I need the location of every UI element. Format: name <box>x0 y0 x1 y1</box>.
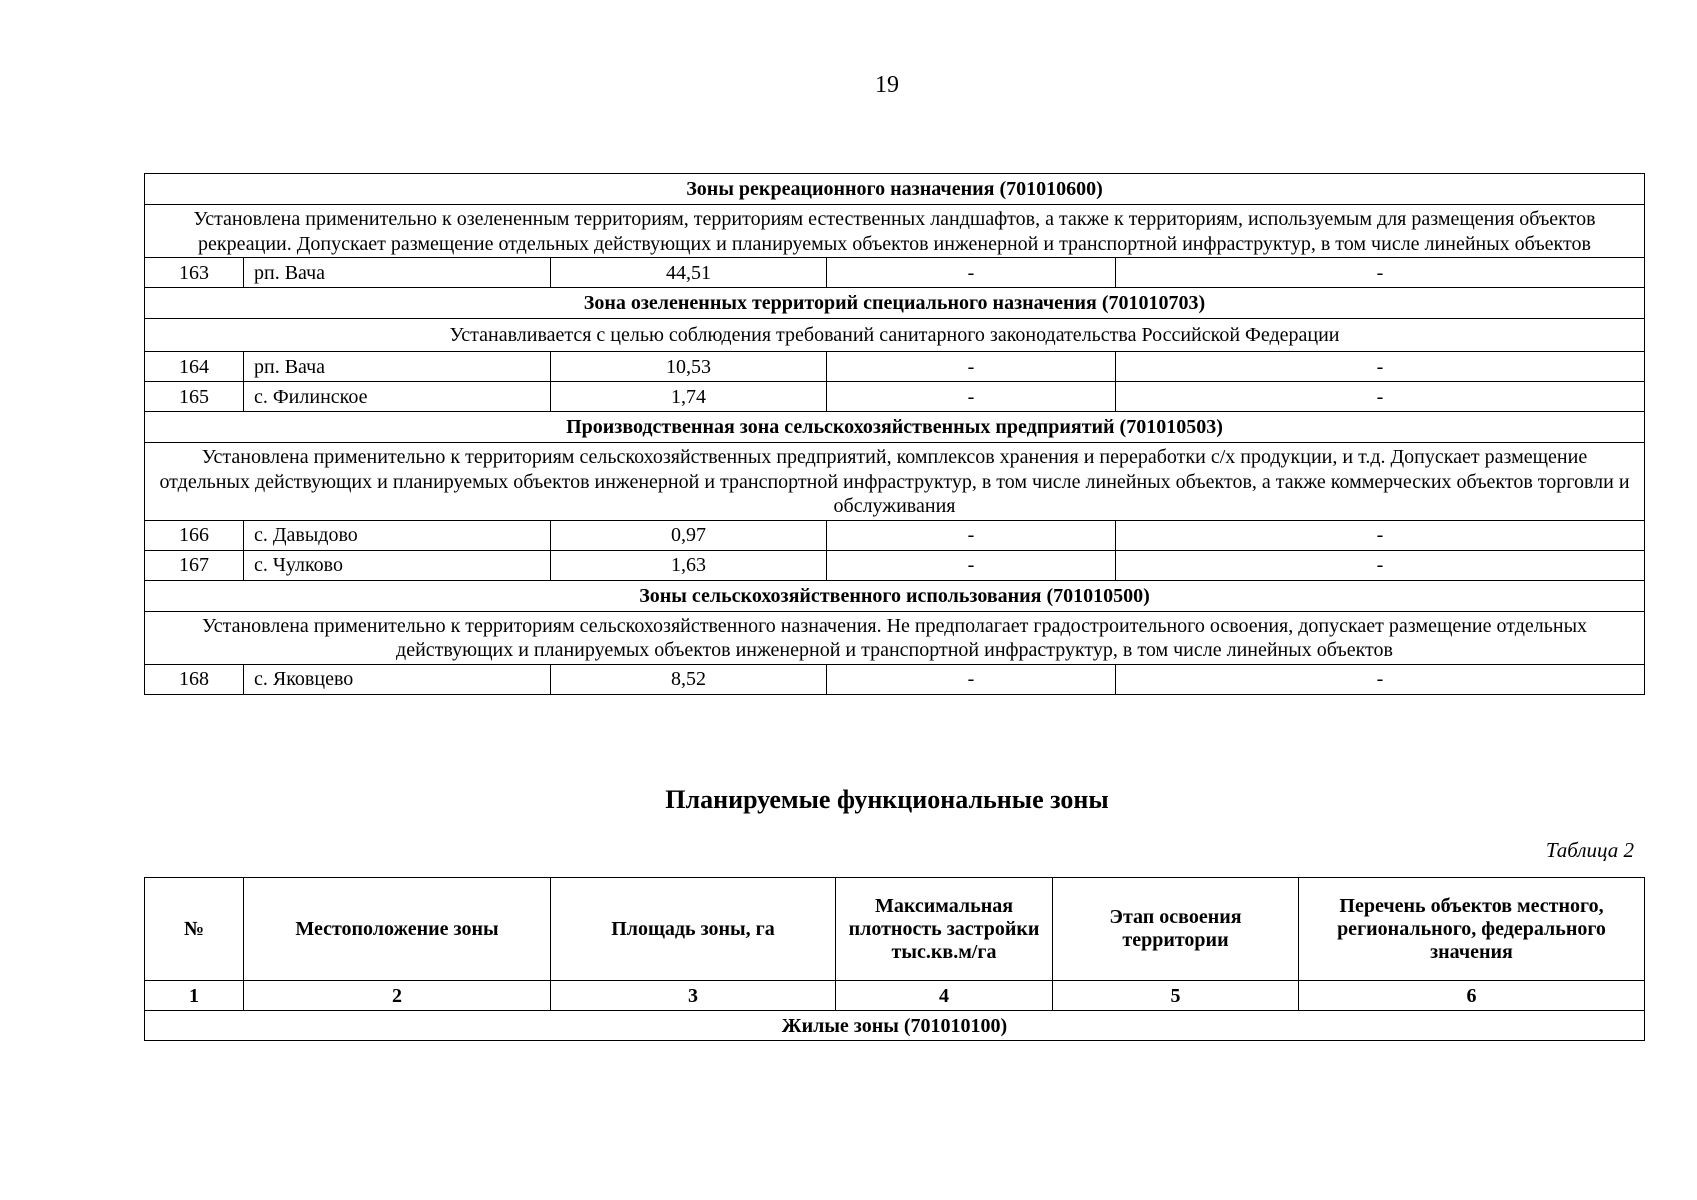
table-row <box>145 550 1645 580</box>
zone-title-row <box>145 580 1645 611</box>
header-cell: Местоположение зоны <box>244 878 551 981</box>
column-number: 2 <box>244 981 551 1011</box>
row-location: с. Филинское <box>244 382 551 412</box>
row-density: - <box>827 664 1116 694</box>
header-cell: Максимальная плотность застройки тыс.кв.м/га <box>836 878 1053 981</box>
row-area: 0,97 <box>551 520 827 550</box>
planned-zones-table <box>144 877 1645 1041</box>
row-number: 167 <box>145 550 244 580</box>
row-location: с. Яковцево <box>244 664 551 694</box>
zone-description: Установлена применительно к территориям сельскохозяйственного назначения. Не предполагает градостроительного освоения, допускает размещение отдельных действующих и планируемых объектов инженерной и транспортной инфраструктур, в том числе линейных объектов <box>145 611 1645 664</box>
table-row <box>145 382 1645 412</box>
zone-title: Производственная зона сельскохозяйственных предприятий (701010503) <box>145 412 1645 443</box>
zone-description: Установлена применительно к озелененным территориям, территориям естественных ландшафтов, а также к территориям, используемым для размещения объектов рекреации. Допускает размещение отдельных действующих и планируемых объектов инженерной и транспортной инфраструктур, в том числе линейных объектов <box>145 205 1645 258</box>
table-label: Таблица 2 <box>1545 838 1634 862</box>
zone-title-row <box>145 288 1645 319</box>
row-number: 165 <box>145 382 244 412</box>
row-density: - <box>827 550 1116 580</box>
row-number: 166 <box>145 520 244 550</box>
table-row <box>145 664 1645 694</box>
row-number: 163 <box>145 258 244 288</box>
row-location: рп. Вача <box>244 258 551 288</box>
row-area: 10,53 <box>551 352 827 382</box>
row-stage: - <box>1116 382 1645 412</box>
zone-description-row <box>145 611 1645 664</box>
zone-title-row <box>145 1011 1645 1041</box>
zones-table-continued <box>144 173 1645 695</box>
zone-title-row <box>145 412 1645 443</box>
table-row <box>145 520 1645 550</box>
header-cell: Этап освоения территории <box>1053 878 1299 981</box>
row-stage: - <box>1116 550 1645 580</box>
column-number: 5 <box>1053 981 1299 1011</box>
zone-description-row <box>145 205 1645 258</box>
header-cell: Площадь зоны, га <box>551 878 836 981</box>
section-title: Планируемые функциональные зоны <box>665 785 1109 814</box>
row-stage: - <box>1116 664 1645 694</box>
row-stage: - <box>1116 520 1645 550</box>
row-area: 44,51 <box>551 258 827 288</box>
row-area: 8,52 <box>551 664 827 694</box>
header-cell: № <box>145 878 244 981</box>
zone-title: Зоны сельскохозяйственного использования (701010500) <box>145 580 1645 611</box>
row-density: - <box>827 382 1116 412</box>
table-row <box>145 258 1645 288</box>
zone-title-row <box>145 174 1645 205</box>
zone-description: Устанавливается с целью соблюдения требований санитарного законодательства Российской Федерации <box>145 319 1645 352</box>
header-cell: Перечень объектов местного, регионального, федерального значения <box>1299 878 1645 981</box>
row-location: с. Давыдово <box>244 520 551 550</box>
row-density: - <box>827 352 1116 382</box>
zone-description-row <box>145 319 1645 352</box>
row-stage: - <box>1116 352 1645 382</box>
row-density: - <box>827 520 1116 550</box>
column-number-row <box>145 981 1645 1011</box>
zone-title: Зоны рекреационного назначения (701010600) <box>145 174 1645 205</box>
row-number: 164 <box>145 352 244 382</box>
table-row <box>145 352 1645 382</box>
row-area: 1,63 <box>551 550 827 580</box>
page-number: 19 <box>875 72 899 98</box>
row-number: 168 <box>145 664 244 694</box>
row-stage: - <box>1116 258 1645 288</box>
column-number: 3 <box>551 981 836 1011</box>
column-number: 4 <box>836 981 1053 1011</box>
row-density: - <box>827 258 1116 288</box>
row-location: с. Чулково <box>244 550 551 580</box>
column-number: 1 <box>145 981 244 1011</box>
zone-description: Установлена применительно к территориям сельскохозяйственных предприятий, комплексов хранения и переработки с/х продукции, и т.д. Допускает размещение отдельных действующих и планируемых объектов инженерной и транспортной инфраструктур, в том числе линейных объектов, а также коммерческих объектов торговли и обслуживания <box>145 443 1645 521</box>
zone-title: Жилые зоны (701010100) <box>145 1011 1645 1041</box>
row-area: 1,74 <box>551 382 827 412</box>
header-row <box>145 878 1645 981</box>
zone-title: Зона озелененных территорий специального назначения (701010703) <box>145 288 1645 319</box>
zone-description-row <box>145 443 1645 521</box>
column-number: 6 <box>1299 981 1645 1011</box>
row-location: рп. Вача <box>244 352 551 382</box>
